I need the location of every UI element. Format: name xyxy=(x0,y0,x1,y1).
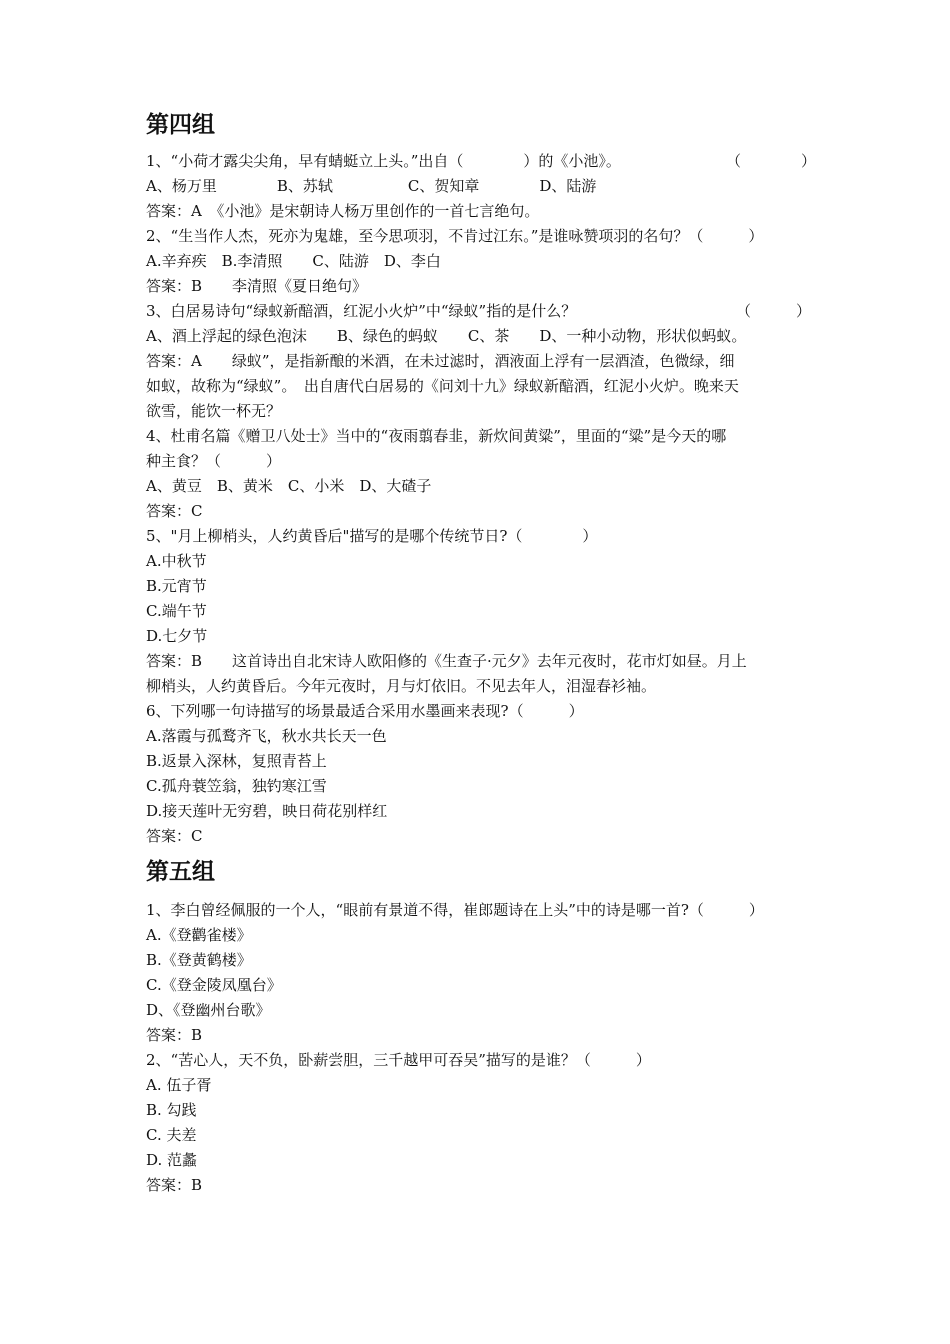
g4-q3-answer-line: 欲雪，能饮一杯无？ xyxy=(146,402,282,420)
g4-q6-option-c: C.孤舟蓑笠翁，独钓寒江雪 xyxy=(146,777,327,795)
g4-q3-answer-line: 如蚁，故称为“绿蚁”。 出自唐代白居易的《问刘十九》绿蚁新醅酒，红泥小火炉。晚来天 xyxy=(146,377,739,395)
g4-q3-stem: 3、白居易诗句“绿蚁新醅酒，红泥小火炉”中“绿蚁”指的是什么？ xyxy=(146,302,577,320)
g5-q2-stem: 2、“苦心人，天不负，卧薪尝胆，三千越甲可吞吴”描写的是谁？（ ） xyxy=(146,1051,651,1069)
g5-q1-option-b: B.《登黄鹤楼》 xyxy=(146,951,252,969)
g4-q5-answer-line: 柳梢头，人约黄昏后。今年元夜时，月与灯依旧。不见去年人，泪湿春衫袖。 xyxy=(146,677,657,695)
g4-q5-option-d: D.七夕节 xyxy=(146,627,208,645)
g4-q3-answer-line: 答案：A 绿蚁”，是指新酿的米酒，在未过滤时，酒液面上浮有一层酒渣，色微绿，细 xyxy=(146,352,735,370)
g4-q2-stem: 2、“生当作人杰，死亦为鬼雄，至今思项羽，不肯过江东。”是谁咏赞项羽的名句？（ ） xyxy=(146,227,764,245)
g4-q1-stem: 1、“小荷才露尖尖角，早有蜻蜓立上头。”出自（ ）的《小池》。 xyxy=(146,152,621,170)
g4-q3-options: A、酒上浮起的绿色泡沫 B、绿色的蚂蚁 C、茶 D、一种小动物，形状似蚂蚁。 xyxy=(146,327,747,345)
g5-q1-stem: 1、李白曾经佩服的一个人，“眼前有景道不得，崔郎题诗在上头”中的诗是哪一首?（ ） xyxy=(146,901,764,919)
g4-q6-option-d: D.接天莲叶无穷碧，映日荷花别样红 xyxy=(146,802,388,820)
g4-q1-answer: 答案：A 《小池》是宋朝诗人杨万里创作的一首七言绝句。 xyxy=(146,202,540,220)
g4-q5-option-c: C.端午节 xyxy=(146,602,207,620)
g4-q3-answer-bracket: （ ） xyxy=(736,302,812,320)
g4-q4-options: A、黄豆 B、黄米 C、小米 D、大碴子 xyxy=(146,477,432,495)
g4-q2-answer: 答案：B 李清照《夏日绝句》 xyxy=(146,277,368,295)
g4-q6-option-b: B.返景入深林，复照青苔上 xyxy=(146,752,327,770)
g4-q5-answer-line: 答案：B 这首诗出自北宋诗人欧阳修的《生查子·元夕》去年元夜时，花市灯如昼。月上 xyxy=(146,652,747,670)
g4-q5-stem: 5、"月上柳梢头，人约黄昏后"描写的是哪个传统节日?（ ） xyxy=(146,527,598,545)
g5-q2-option-a: A. 伍子胥 xyxy=(146,1076,212,1094)
g5-q1-option-c: C.《登金陵凤凰台》 xyxy=(146,976,282,994)
g4-q6-option-a: A.落霞与孤鹜齐飞，秋水共长天一色 xyxy=(146,727,387,745)
g5-q1-option-d: D、《登幽州台歌》 xyxy=(146,1001,271,1019)
g4-q6-answer: 答案：C xyxy=(146,827,203,845)
g5-q2-option-b: B. 勾践 xyxy=(146,1101,197,1119)
g4-q4-answer: 答案：C xyxy=(146,502,203,520)
g5-q2-answer: 答案：B xyxy=(146,1176,203,1194)
g4-q1-answer-bracket: （ ） xyxy=(726,152,817,170)
g4-q2-options: A.辛弃疾 B.李清照 C、陆游 D、李白 xyxy=(146,252,441,270)
section-heading-group5: 第五组 xyxy=(146,859,215,885)
section-heading-group4: 第四组 xyxy=(146,112,215,138)
g5-q2-option-d: D. 范蠡 xyxy=(146,1151,198,1169)
g4-q5-option-b: B.元宵节 xyxy=(146,577,207,595)
g4-q1-options: A、杨万里 B、苏轼 C、贺知章 D、陆游 xyxy=(146,177,597,195)
g4-q4-stem-line: 4、杜甫名篇《赠卫八处士》当中的“夜雨翦春韭，新炊间黄粱”，里面的“粱”是今天的哪 xyxy=(146,427,727,445)
g5-q1-option-a: A.《登鹳雀楼》 xyxy=(146,926,252,944)
g4-q5-option-a: A.中秋节 xyxy=(146,552,207,570)
g4-q4-stem-line: 种主食？（ ） xyxy=(146,452,282,470)
g5-q1-answer: 答案：B xyxy=(146,1026,203,1044)
g5-q2-option-c: C. 夫差 xyxy=(146,1126,197,1144)
g4-q6-stem: 6、下列哪一句诗描写的场景最适合采用水墨画来表现?（ ） xyxy=(146,702,584,720)
